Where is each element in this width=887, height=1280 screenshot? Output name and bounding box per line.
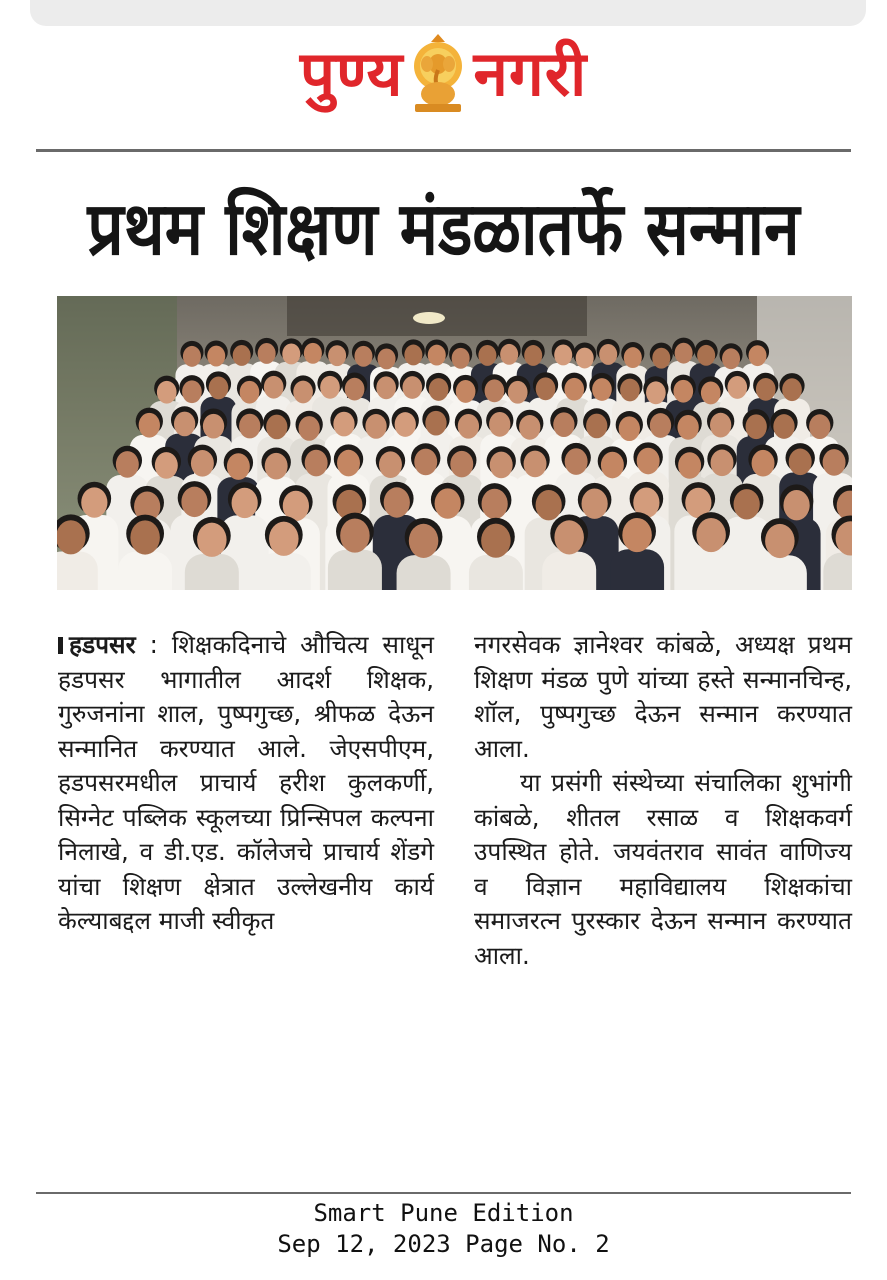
masthead-right-word: नगरी <box>473 37 588 110</box>
masthead-left-word: पुण्य <box>299 37 404 110</box>
dateline: हडपसर <box>69 630 136 659</box>
dateline-separator: : <box>135 630 172 659</box>
edition-date-page: Sep 12, 2023 Page No. 2 <box>277 1230 610 1258</box>
edition-name: Smart Pune Edition <box>313 1199 574 1227</box>
top-card-edge <box>30 0 866 26</box>
article-column-right <box>474 628 852 1168</box>
paragraph-3: या प्रसंगी संस्थेच्या संचालिका शुभांगी कांबळे, शीतल रसाळ व शिक्षकवर्ग उपस्थित होते. जयवंतराव सावंत वाणिज्य व विज्ञान महाविद्यालय शिक्षकांचा समाजरत्न पुरस्कार देऊन सन्मान करण्यात आला. <box>474 768 852 970</box>
masthead <box>0 24 887 124</box>
top-rule <box>36 149 851 152</box>
bottom-rule <box>36 1192 851 1194</box>
edition-footer <box>0 1198 887 1260</box>
article-column-left <box>58 628 434 1168</box>
paragraph-1-text: शिक्षकदिनाचे औचित्य साधून हडपसर भागातील आदर्श शिक्षक, गुरुजनांना शाल, पुष्पगुच्छ, श्रीफळ देऊन सन्मानित करण्यात आले. जेएसपीएम, हडपसरमधील प्राचार्य हरीश कुलकर्णी, सिग्नेट पब्लिक स्कूलच्या प्रिन्सिपल कल्पना निलाखे, व डी.एड. कॉलेजचे प्राचार्य शेंडगे यांचा शिक्षण क्षेत्रात उल्लेखनीय कार्य केल्याबद्दल माजी स्वीकृत <box>58 630 434 935</box>
paragraph-1 <box>58 628 434 939</box>
dateline-marker <box>58 637 63 654</box>
article-headline: प्रथम शिक्षण मंडळातर्फे सन्मान <box>87 187 800 273</box>
paragraph-2: नगरसेवक ज्ञानेश्वर कांबळे, अध्यक्ष प्रथम शिक्षण मंडळ पुणे यांच्या हस्ते सन्मानचिन्ह, शॉल, पुष्पगुच्छ देऊन सन्मान करण्यात आला. <box>474 630 852 763</box>
ganesha-emblem-icon <box>409 34 467 114</box>
group-photo <box>57 296 852 590</box>
